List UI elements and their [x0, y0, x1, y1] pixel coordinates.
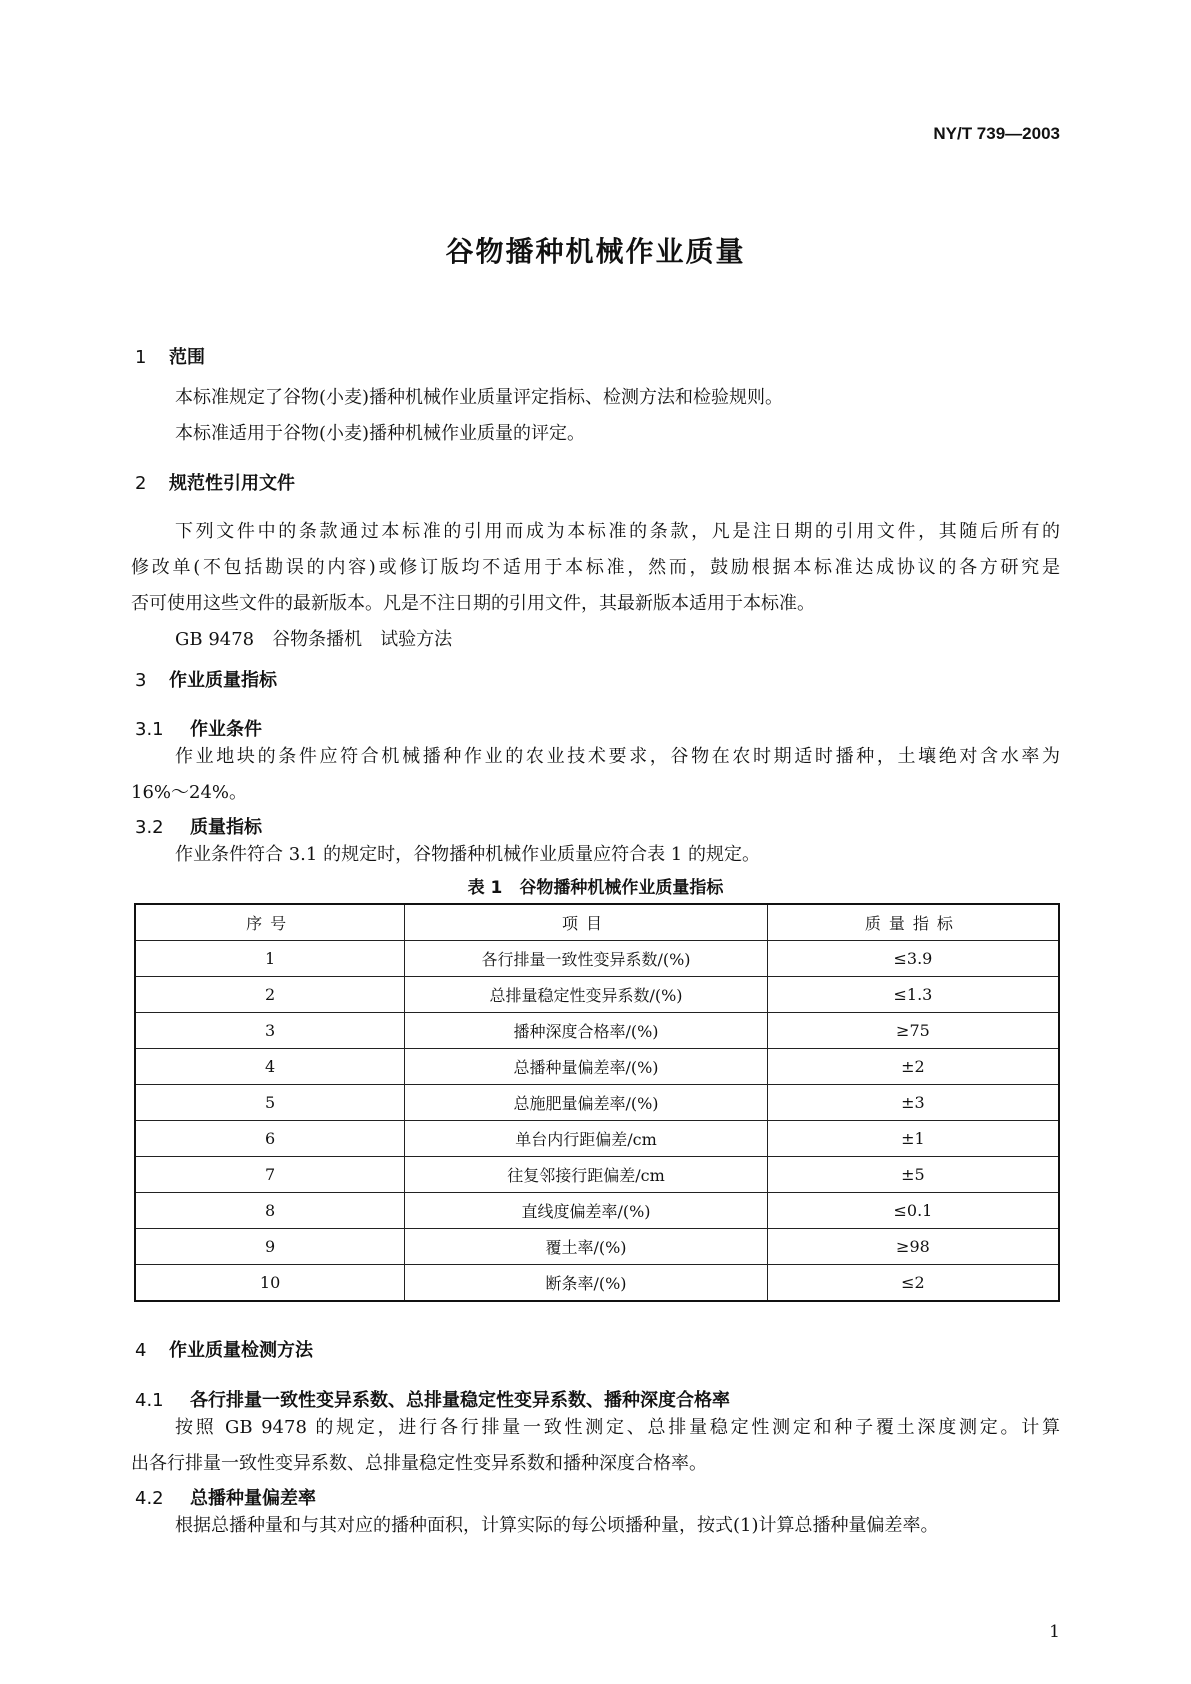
subsection-number: 4.2 [135, 1488, 164, 1509]
document-title: 谷物播种机械作业质量 [445, 235, 746, 268]
table-row [135, 1193, 1059, 1229]
column-header-item: 项目 [405, 904, 768, 941]
cell-item: 总施肥量偏差率/(%) [405, 1085, 768, 1121]
table-row [135, 1265, 1059, 1302]
paragraph-line: 下列文件中的条款通过本标准的引用而成为本标准的条款，凡是注日期的引用文件，其随后所有的 [175, 521, 1060, 542]
subsection-3-1-heading [135, 715, 262, 741]
paragraph-line: 作业地块的条件应符合机械播种作业的农业技术要求，谷物在农时期适时播种，土壤绝对含水率为 [175, 746, 1060, 767]
subsection-title: 质量指标 [190, 817, 262, 838]
subsection-3-2-heading [135, 813, 262, 839]
column-header-index: 质量指标 [767, 904, 1059, 941]
cell-number: 7 [135, 1157, 405, 1193]
cell-index: ≤3.9 [767, 941, 1059, 977]
paragraph: 本标准适用于谷物(小麦)播种机械作业质量的评定。 [175, 423, 586, 444]
paragraph-line: 出各行排量一致性变异系数、总排量稳定性变异系数和播种深度合格率。 [131, 1453, 707, 1474]
table-row [135, 1085, 1059, 1121]
paragraph: 本标准规定了谷物(小麦)播种机械作业质量评定指标、检测方法和检验规则。 [175, 387, 784, 408]
cell-index: ±1 [767, 1121, 1059, 1157]
table-row [135, 1121, 1059, 1157]
cell-item: 播种深度合格率/(%) [405, 1013, 768, 1049]
subsection-number: 3.2 [135, 817, 164, 838]
subsection-title: 各行排量一致性变异系数、总排量稳定性变异系数、播种深度合格率 [190, 1390, 730, 1411]
section-number: 1 [135, 347, 147, 368]
section-title: 作业质量检测方法 [169, 1340, 313, 1361]
subsection-number: 4.1 [135, 1390, 164, 1411]
cell-index: ≤1.3 [767, 977, 1059, 1013]
cell-number: 6 [135, 1121, 405, 1157]
cell-item: 直线度偏差率/(%) [405, 1193, 768, 1229]
cell-number: 3 [135, 1013, 405, 1049]
cell-index: ≥75 [767, 1013, 1059, 1049]
table-row [135, 1013, 1059, 1049]
table-row [135, 977, 1059, 1013]
cell-index: ±3 [767, 1085, 1059, 1121]
table-header-row [135, 904, 1059, 941]
section-title: 作业质量指标 [169, 670, 277, 691]
cell-item: 覆土率/(%) [405, 1229, 768, 1265]
cell-item: 单台内行距偏差/cm [405, 1121, 768, 1157]
cell-index: ±2 [767, 1049, 1059, 1085]
section-4-heading [135, 1336, 313, 1362]
cell-number: 10 [135, 1265, 405, 1302]
section-title: 范围 [169, 347, 205, 368]
cell-number: 2 [135, 977, 405, 1013]
cell-item: 总排量稳定性变异系数/(%) [405, 977, 768, 1013]
cell-index: ±5 [767, 1157, 1059, 1193]
cell-number: 1 [135, 941, 405, 977]
subsection-title: 作业条件 [190, 719, 262, 740]
quality-index-table [134, 903, 1060, 1302]
section-3-heading [135, 666, 277, 692]
subsection-number: 3.1 [135, 719, 164, 740]
table-row [135, 941, 1059, 977]
subsection-4-2-heading [135, 1484, 316, 1510]
paragraph-line: 否可使用这些文件的最新版本。凡是不注日期的引用文件，其最新版本适用于本标准。 [131, 593, 815, 614]
section-2-heading [135, 469, 295, 495]
paragraph-line: 作业条件符合 3.1 的规定时，谷物播种机械作业质量应符合表 1 的规定。 [175, 844, 760, 865]
cell-item: 总播种量偏差率/(%) [405, 1049, 768, 1085]
section-number: 4 [135, 1340, 147, 1361]
paragraph-line: 修改单(不包括勘误的内容)或修订版均不适用于本标准，然而，鼓励根据本标准达成协议的各方研究是 [131, 557, 1060, 578]
cell-item: 断条率/(%) [405, 1265, 768, 1302]
table-row [135, 1157, 1059, 1193]
cell-index: ≤0.1 [767, 1193, 1059, 1229]
column-header-number: 序号 [135, 904, 405, 941]
cell-number: 4 [135, 1049, 405, 1085]
table-title: 表 1 谷物播种机械作业质量指标 [467, 878, 724, 898]
table-row [135, 1229, 1059, 1265]
cell-index: ≥98 [767, 1229, 1059, 1265]
cell-item: 各行排量一致性变异系数/(%) [405, 941, 768, 977]
cell-index: ≤2 [767, 1265, 1059, 1302]
subsection-title: 总播种量偏差率 [190, 1488, 316, 1509]
section-number: 2 [135, 473, 147, 494]
paragraph-line: 根据总播种量和与其对应的播种面积，计算实际的每公顷播种量，按式(1)计算总播种量偏差率。 [175, 1515, 939, 1536]
subsection-4-1-heading [135, 1386, 730, 1412]
cell-item: 往复邻接行距偏差/cm [405, 1157, 768, 1193]
cell-number: 9 [135, 1229, 405, 1265]
page-number: 1 [1049, 1622, 1060, 1642]
cell-number: 8 [135, 1193, 405, 1229]
normative-reference: GB 9478 谷物条播机 试验方法 [175, 629, 453, 650]
paragraph-line: 按照 GB 9478 的规定，进行各行排量一致性测定、总排量稳定性测定和种子覆土深度测定。计算 [175, 1417, 1060, 1438]
cell-number: 5 [135, 1085, 405, 1121]
table-row [135, 1049, 1059, 1085]
section-title: 规范性引用文件 [169, 473, 295, 494]
section-number: 3 [135, 670, 147, 691]
paragraph-line: 16%～24%。 [131, 782, 248, 803]
section-1-heading [135, 343, 205, 369]
standard-code: NY/T 739—2003 [933, 124, 1060, 143]
